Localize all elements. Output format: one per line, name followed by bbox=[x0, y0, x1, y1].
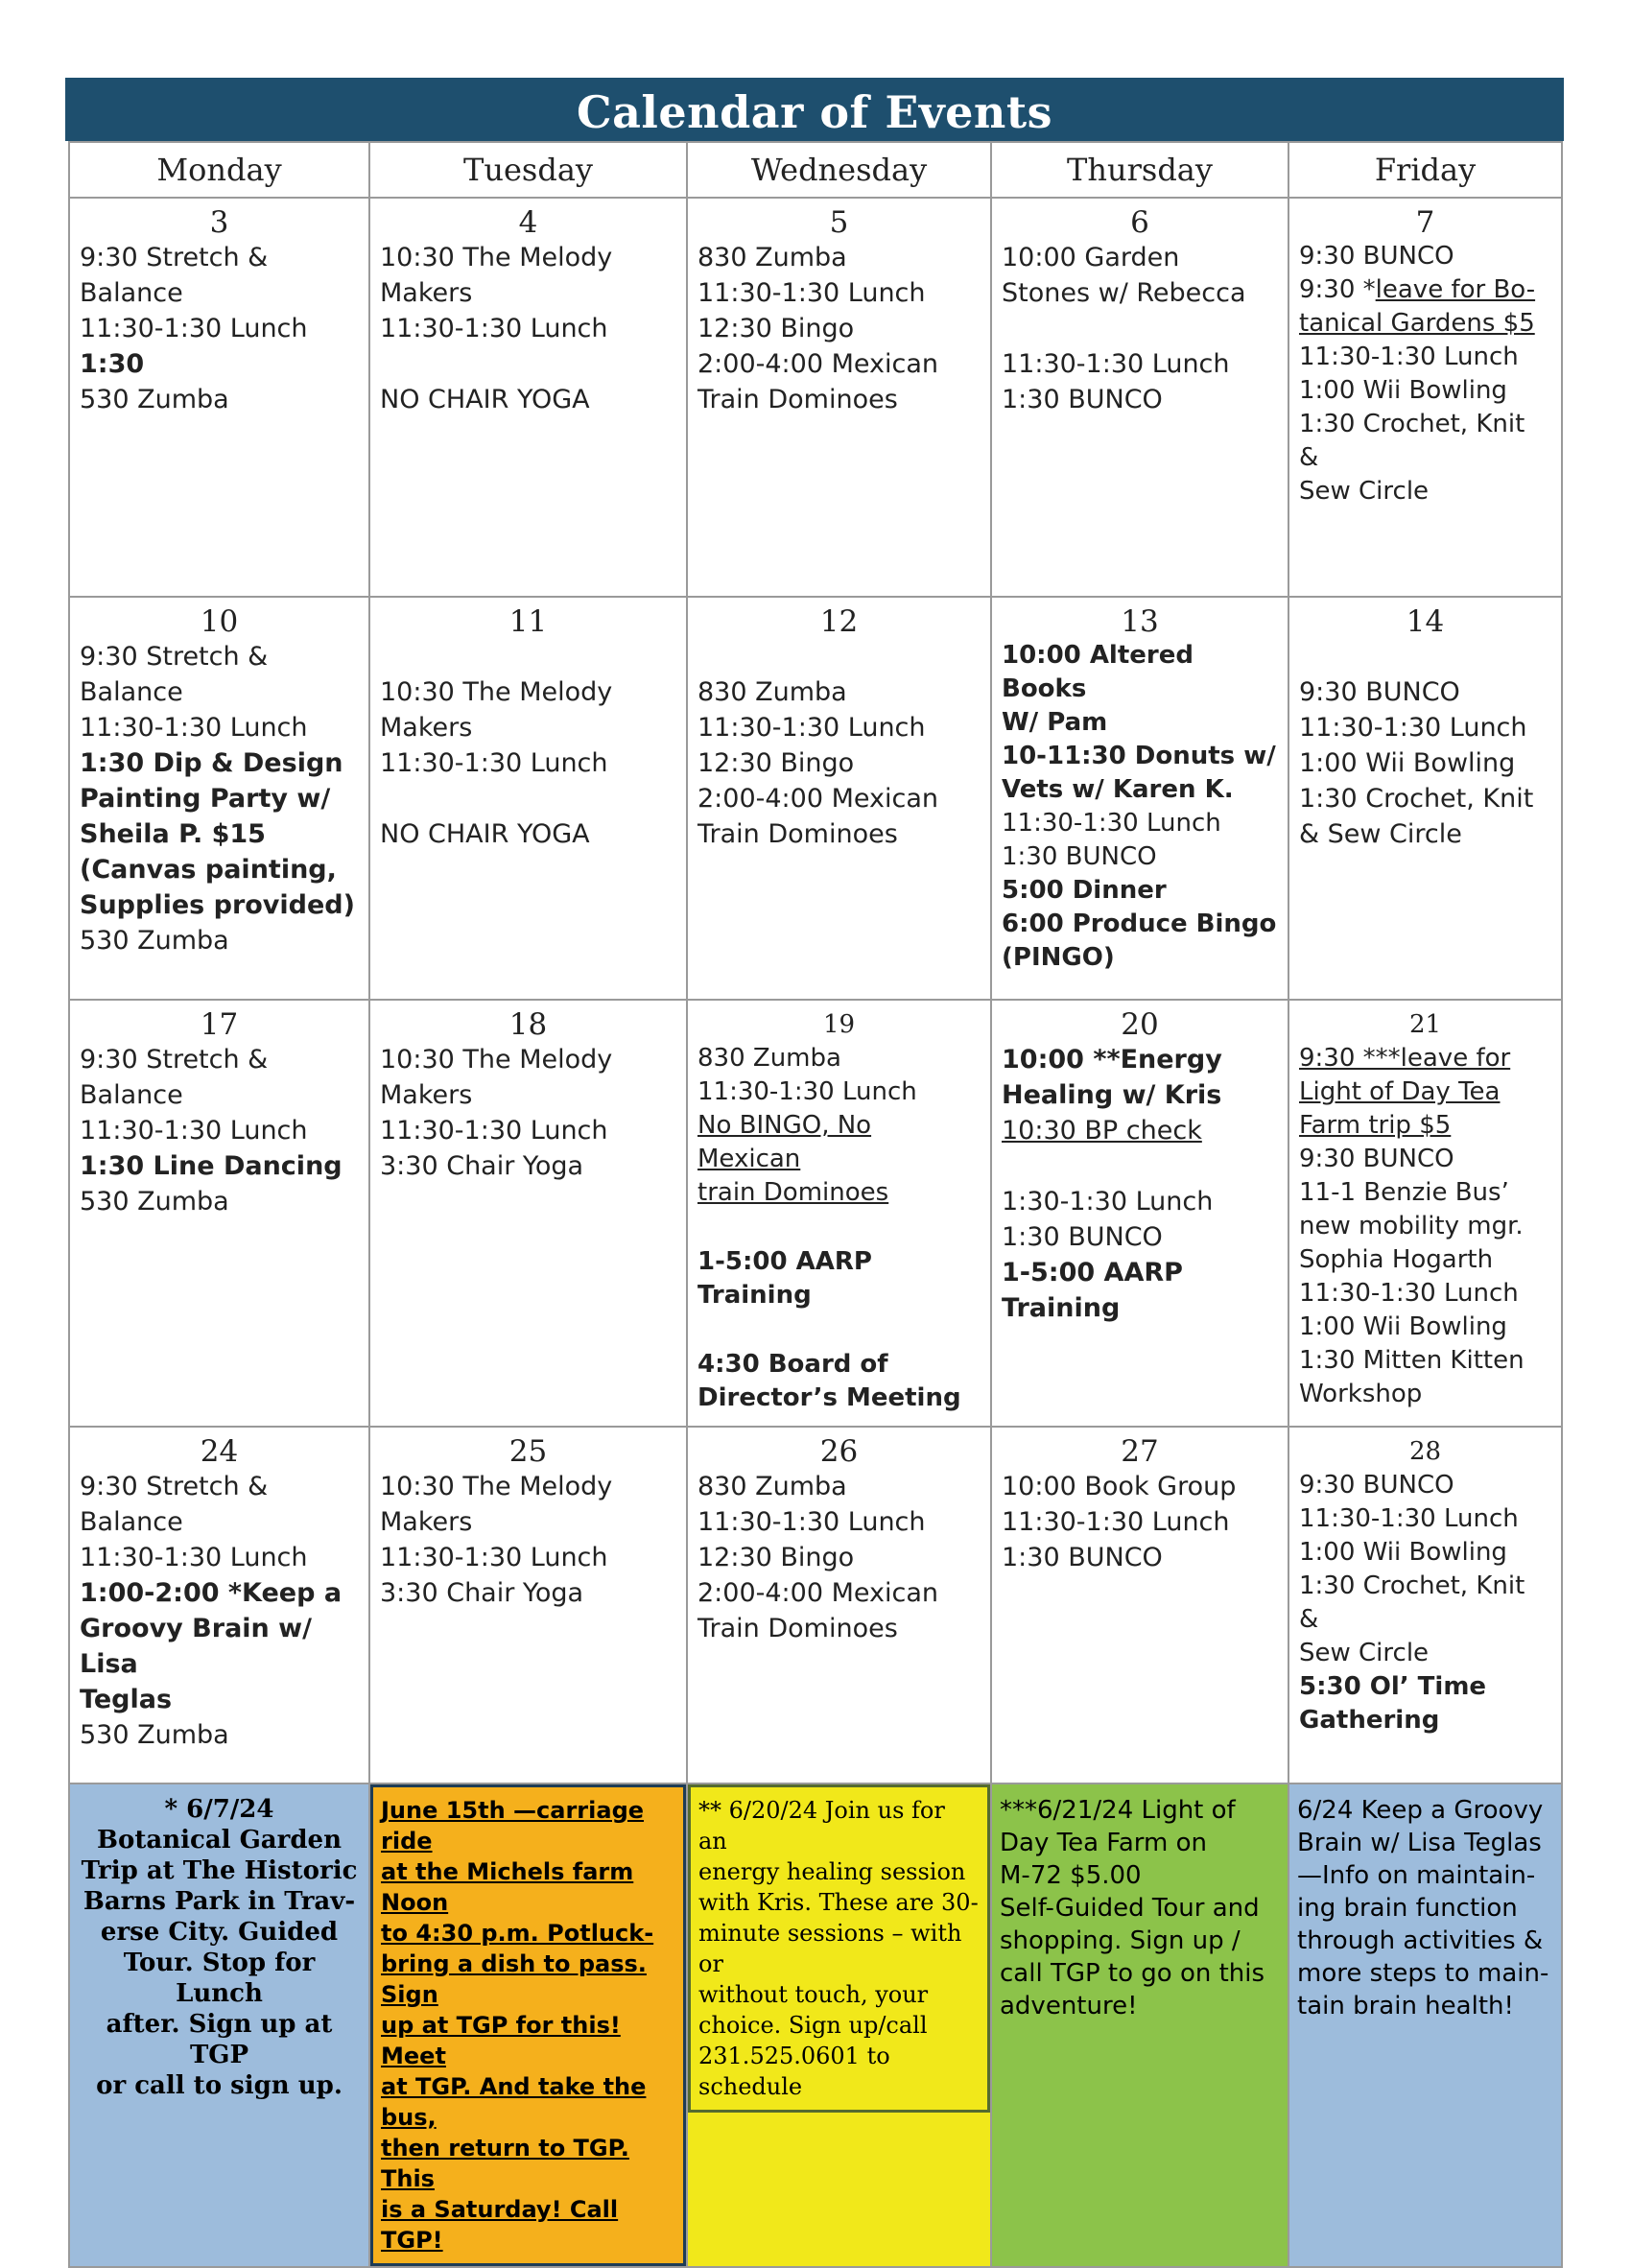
day-cell-monday bbox=[69, 597, 369, 1000]
event-line: 11:30-1:30 Lunch bbox=[1002, 1507, 1230, 1537]
event-line: tanical Gardens $5 bbox=[1299, 309, 1535, 338]
note-line: June 15th —carriage ride bbox=[381, 1797, 645, 1855]
note-line: adventure! bbox=[1000, 1992, 1138, 2020]
note-line: with Kris. These are 30- bbox=[698, 1889, 979, 1916]
line-spacer bbox=[1002, 1148, 1278, 1184]
note-line: erse City. Guided bbox=[100, 1918, 339, 1947]
day-number: 26 bbox=[819, 1434, 859, 1469]
event-line: Train Dominoes bbox=[697, 1614, 898, 1643]
note-carriage-ride bbox=[369, 1784, 687, 2267]
event-line: 1:30 BUNCO bbox=[1002, 842, 1157, 871]
day-cell-wednesday bbox=[687, 1427, 991, 1784]
note-line: through activities & bbox=[1297, 1926, 1544, 1955]
event-line: 11:30-1:30 Lunch bbox=[1299, 713, 1527, 743]
day-number: 10 bbox=[200, 604, 239, 639]
event-line: Light of Day Tea bbox=[1299, 1077, 1501, 1106]
event-line: 11:30-1:30 Lunch bbox=[1002, 809, 1221, 838]
event-line: 1:00 Wii Bowling bbox=[1299, 376, 1507, 405]
event-line: 10:00 Book Group bbox=[1002, 1472, 1237, 1501]
week-row bbox=[69, 1427, 1562, 1784]
line-spacer bbox=[1002, 311, 1278, 346]
event-line: & Sew Circle bbox=[1299, 819, 1462, 849]
event-line: 2:00-4:00 Mexican bbox=[697, 784, 939, 814]
event-line: 10:30 The Melody bbox=[380, 1472, 613, 1501]
week-row bbox=[69, 1000, 1562, 1427]
event-line: 1:30 Line Dancing bbox=[80, 1151, 343, 1181]
event-line: 12:30 Bingo bbox=[697, 1543, 855, 1572]
weekday-header-thursday: Thursday bbox=[991, 142, 1288, 198]
note-line: ***6/21/24 Light of bbox=[1000, 1796, 1236, 1825]
event-line: 5:30 Ol’ Time bbox=[1299, 1672, 1487, 1701]
event-line: Groovy Brain w/ Lisa bbox=[80, 1614, 312, 1679]
event-line: Balance bbox=[80, 278, 183, 308]
note-line: —Info on maintain- bbox=[1297, 1861, 1536, 1890]
event-line: 530 Zumba bbox=[80, 385, 229, 414]
day-cell-friday bbox=[1288, 1000, 1562, 1427]
event-line: Vets w/ Karen K. bbox=[1002, 775, 1234, 804]
event-line: 4:30 Board of bbox=[697, 1350, 888, 1379]
day-cell-friday bbox=[1288, 198, 1562, 597]
day-cell-thursday bbox=[991, 597, 1288, 1000]
event-line: Painting Party w/ bbox=[80, 784, 331, 814]
event-line: 12:30 Bingo bbox=[697, 314, 855, 343]
event-line: 11:30-1:30 Lunch bbox=[80, 314, 308, 343]
weekday-header-monday: Monday bbox=[69, 142, 369, 198]
event-line: W/ Pam bbox=[1002, 708, 1108, 737]
event-line: 11:30-1:30 Lunch bbox=[80, 1116, 308, 1146]
note-line: ing brain function bbox=[1297, 1894, 1518, 1923]
day-number: 3 bbox=[209, 205, 229, 240]
event-line-part: leave for Bo- bbox=[1375, 275, 1536, 304]
event-line: NO CHAIR YOGA bbox=[380, 819, 590, 849]
weekday-header-tuesday: Tuesday bbox=[369, 142, 687, 198]
day-number: 21 bbox=[1408, 1010, 1442, 1039]
event-line: 2:00-4:00 Mexican bbox=[697, 349, 939, 379]
day-number: 11 bbox=[508, 604, 548, 639]
day-number: 25 bbox=[508, 1434, 548, 1469]
event-line: 1:30 Dip & Design bbox=[80, 748, 343, 778]
event-line: Balance bbox=[80, 677, 183, 707]
note-line: call TGP to go on this bbox=[1000, 1959, 1265, 1988]
event-line: new mobility mgr. bbox=[1299, 1212, 1524, 1240]
line-spacer bbox=[697, 1312, 981, 1348]
event-line: 10:00 **Energy bbox=[1002, 1045, 1222, 1075]
event-line: 1-5:00 AARP Training bbox=[1002, 1258, 1183, 1323]
note-line: Brain w/ Lisa Teglas bbox=[1297, 1829, 1542, 1857]
event-line: 2:00-4:00 Mexican bbox=[697, 1578, 939, 1608]
event-line: 1:00 Wii Bowling bbox=[1299, 748, 1516, 778]
day-cell-tuesday bbox=[369, 198, 687, 597]
event-line: 9:30 BUNCO bbox=[1299, 677, 1460, 707]
note-energy-healing bbox=[687, 1784, 991, 2267]
event-line: Makers bbox=[380, 1507, 473, 1537]
event-line: 530 Zumba bbox=[80, 1187, 229, 1217]
event-line: 830 Zumba bbox=[697, 1044, 841, 1073]
event-line: No BINGO, No Mexican bbox=[697, 1111, 872, 1173]
event-line: 11:30-1:30 Lunch bbox=[380, 1116, 608, 1146]
event-line: 6:00 Produce Bingo bbox=[1002, 910, 1277, 938]
day-number: 4 bbox=[518, 205, 538, 240]
day-number: 6 bbox=[1130, 205, 1149, 240]
note-line: M-72 $5.00 bbox=[1000, 1861, 1142, 1890]
event-line: 11:30-1:30 Lunch bbox=[1299, 1504, 1519, 1533]
calendar-title: Calendar of Events bbox=[65, 78, 1564, 141]
day-number: 14 bbox=[1406, 604, 1445, 639]
note-line: 6/24 Keep a Groovy bbox=[1297, 1796, 1544, 1825]
note-line: at the Michels farm Noon bbox=[381, 1858, 634, 1916]
event-line: 1:00 Wii Bowling bbox=[1299, 1312, 1507, 1341]
event-line: 1:30 Mitten Kitten bbox=[1299, 1346, 1525, 1375]
event-line: 11:30-1:30 Lunch bbox=[1299, 343, 1519, 371]
day-cell-thursday bbox=[991, 1427, 1288, 1784]
note-line: shopping. Sign up / bbox=[1000, 1926, 1241, 1955]
day-cell-friday bbox=[1288, 597, 1562, 1000]
day-cell-monday bbox=[69, 1000, 369, 1427]
note-line: at TGP. And take the bus, bbox=[381, 2073, 647, 2131]
event-line: 9:30 Stretch & bbox=[80, 1472, 269, 1501]
event-line: 1:30 Crochet, Knit bbox=[1299, 784, 1534, 814]
weekday-header-friday: Friday bbox=[1288, 142, 1562, 198]
event-line: 11:30-1:30 Lunch bbox=[697, 713, 926, 743]
event-line: 11-1 Benzie Bus’ bbox=[1299, 1178, 1509, 1207]
event-line: Makers bbox=[380, 278, 473, 308]
event-line: Director’s Meeting bbox=[697, 1383, 961, 1412]
weekday-header-wednesday: Wednesday bbox=[687, 142, 991, 198]
calendar-table bbox=[68, 141, 1563, 2268]
day-number: 13 bbox=[1121, 604, 1159, 639]
event-line: 11:30-1:30 Lunch bbox=[80, 713, 308, 743]
note-line: to 4:30 p.m. Potluck- bbox=[381, 1920, 654, 1947]
note-groovy-brain bbox=[1288, 1784, 1562, 2267]
notes-row bbox=[69, 1784, 1562, 2267]
event-line: Sew Circle bbox=[1299, 1639, 1430, 1667]
day-number: 20 bbox=[1121, 1007, 1159, 1042]
note-line: Botanical Garden bbox=[97, 1826, 342, 1855]
event-line: 830 Zumba bbox=[697, 677, 847, 707]
event-line: 10:00 Garden bbox=[1002, 243, 1180, 272]
note-line: ** 6/20/24 Join us for an bbox=[698, 1797, 945, 1855]
event-line: 10:30 The Melody bbox=[380, 1045, 613, 1075]
calendar-body bbox=[69, 198, 1562, 1784]
day-cell-monday bbox=[69, 1427, 369, 1784]
note-line: after. Sign up at TGP bbox=[106, 2010, 333, 2069]
note-line: Self-Guided Tour and bbox=[1000, 1894, 1260, 1923]
note-line: Trip at The Historic bbox=[81, 1856, 358, 1885]
event-line: Stones w/ Rebecca bbox=[1002, 278, 1246, 308]
event-line: 1:30 Crochet, Knit & bbox=[1299, 1571, 1525, 1634]
event-line-part: 9:30 * bbox=[1299, 275, 1376, 304]
event-line: 5:00 Dinner bbox=[1002, 876, 1167, 905]
event-line: Balance bbox=[80, 1080, 183, 1110]
event-line: 11:30-1:30 Lunch bbox=[697, 278, 926, 308]
event-line: Workshop bbox=[1299, 1380, 1423, 1408]
event-line: Gathering bbox=[1299, 1706, 1440, 1735]
note-line: up at TGP for this! Meet bbox=[381, 2012, 621, 2069]
event-line: Sophia Hogarth bbox=[1299, 1245, 1494, 1274]
event-line: 11:30-1:30 Lunch bbox=[697, 1077, 917, 1106]
note-line: without touch, your bbox=[698, 1981, 929, 2008]
day-number: 24 bbox=[200, 1434, 239, 1469]
event-line: 1:30 bbox=[80, 349, 145, 379]
event-line: Sew Circle bbox=[1299, 477, 1430, 506]
note-line: tain brain health! bbox=[1297, 1992, 1514, 2020]
note-line: Barns Park in Trav- bbox=[83, 1887, 356, 1916]
event-line: 10:00 Altered Books bbox=[1002, 641, 1194, 703]
day-number: 12 bbox=[819, 604, 859, 639]
line-spacer bbox=[697, 1210, 981, 1245]
note-line: Tour. Stop for Lunch bbox=[123, 1949, 316, 2008]
event-line: 3:30 Chair Yoga bbox=[380, 1578, 584, 1608]
note-line: choice. Sign up/call bbox=[698, 2012, 928, 2039]
event-line: 530 Zumba bbox=[80, 1720, 229, 1750]
event-line: 9:30 BUNCO bbox=[1299, 1145, 1454, 1173]
event-line: 11:30-1:30 Lunch bbox=[380, 748, 608, 778]
day-number: 28 bbox=[1408, 1437, 1442, 1466]
line-spacer bbox=[380, 781, 676, 816]
note-line: 231.525.0601 to schedule bbox=[698, 2043, 890, 2100]
event-line: Train Dominoes bbox=[697, 819, 898, 849]
note-line: then return to TGP. This bbox=[381, 2135, 629, 2192]
note-line: energy healing session bbox=[698, 1858, 966, 1885]
event-line bbox=[1299, 273, 1551, 307]
event-line: 3:30 Chair Yoga bbox=[380, 1151, 584, 1181]
event-line: 9:30 BUNCO bbox=[1299, 1471, 1454, 1500]
weekday-header-row bbox=[69, 142, 1562, 198]
note-line: * 6/7/24 bbox=[164, 1795, 274, 1824]
event-line: Supplies provided) bbox=[80, 890, 355, 920]
event-line: NO CHAIR YOGA bbox=[380, 385, 590, 414]
day-cell-wednesday bbox=[687, 198, 991, 597]
event-line: 1:30 BUNCO bbox=[1002, 1543, 1163, 1572]
event-line: 11:30-1:30 Lunch bbox=[80, 1543, 308, 1572]
event-line: 11:30-1:30 Lunch bbox=[1299, 1279, 1519, 1308]
line-spacer bbox=[697, 639, 981, 674]
line-spacer bbox=[380, 639, 676, 674]
event-line: Balance bbox=[80, 1507, 183, 1537]
event-line: 1:30 Crochet, Knit & bbox=[1299, 410, 1525, 472]
note-line: minute sessions – with or bbox=[698, 1920, 962, 1977]
event-line: 10:30 The Melody bbox=[380, 243, 613, 272]
event-line: 10:30 BP check bbox=[1002, 1116, 1202, 1146]
day-number: 27 bbox=[1121, 1434, 1159, 1469]
event-line: 830 Zumba bbox=[697, 1472, 847, 1501]
event-line: Makers bbox=[380, 713, 473, 743]
event-line: 9:30 Stretch & bbox=[80, 1045, 269, 1075]
note-line: or call to sign up. bbox=[96, 2071, 343, 2100]
day-cell-friday bbox=[1288, 1427, 1562, 1784]
event-line: (PINGO) bbox=[1002, 943, 1115, 972]
day-cell-thursday bbox=[991, 198, 1288, 597]
note-line: is a Saturday! Call TGP! bbox=[381, 2196, 619, 2254]
event-line: 9:30 Stretch & bbox=[80, 642, 269, 672]
event-line: Teglas bbox=[80, 1685, 173, 1714]
day-cell-monday bbox=[69, 198, 369, 597]
day-number: 5 bbox=[829, 205, 849, 240]
line-spacer bbox=[1299, 639, 1551, 674]
event-line: 1:00 Wii Bowling bbox=[1299, 1538, 1507, 1567]
note-line: Day Tea Farm on bbox=[1000, 1829, 1207, 1857]
day-number: 18 bbox=[508, 1007, 548, 1042]
event-line: 10:30 The Melody bbox=[380, 677, 613, 707]
event-line: Sheila P. $15 bbox=[80, 819, 266, 849]
week-row bbox=[69, 198, 1562, 597]
event-line: 1:30 BUNCO bbox=[1002, 1222, 1163, 1252]
note-botanical-garden bbox=[69, 1784, 369, 2267]
event-line: Healing w/ Kris bbox=[1002, 1080, 1222, 1110]
day-number: 7 bbox=[1415, 205, 1435, 240]
event-line: Makers bbox=[380, 1080, 473, 1110]
event-line: 530 Zumba bbox=[80, 926, 229, 956]
event-line: 11:30-1:30 Lunch bbox=[697, 1507, 926, 1537]
event-line: 830 Zumba bbox=[697, 243, 847, 272]
event-line: 9:30 Stretch & bbox=[80, 243, 269, 272]
event-line: 1:30-1:30 Lunch bbox=[1002, 1187, 1214, 1217]
event-line: 1:30 BUNCO bbox=[1002, 385, 1163, 414]
day-cell-tuesday bbox=[369, 1000, 687, 1427]
day-cell-thursday bbox=[991, 1000, 1288, 1427]
event-line: 11:30-1:30 Lunch bbox=[380, 1543, 608, 1572]
event-line: 12:30 Bingo bbox=[697, 748, 855, 778]
day-number: 19 bbox=[822, 1010, 856, 1039]
event-line: train Dominoes bbox=[697, 1178, 889, 1207]
day-cell-tuesday bbox=[369, 597, 687, 1000]
event-line: 9:30 BUNCO bbox=[1299, 242, 1454, 271]
event-line: Train Dominoes bbox=[697, 385, 898, 414]
event-line: 1:00-2:00 *Keep a bbox=[80, 1578, 343, 1608]
event-line: (Canvas painting, bbox=[80, 855, 337, 885]
day-cell-wednesday bbox=[687, 597, 991, 1000]
event-line: 10-11:30 Donuts w/ bbox=[1002, 742, 1276, 770]
note-tea-farm bbox=[991, 1784, 1288, 2267]
event-line: 1-5:00 AARP Training bbox=[697, 1247, 872, 1310]
day-cell-tuesday bbox=[369, 1427, 687, 1784]
note-line: more steps to main- bbox=[1297, 1959, 1549, 1988]
day-number: 17 bbox=[200, 1007, 239, 1042]
event-line: 9:30 ***leave for bbox=[1299, 1044, 1511, 1073]
line-spacer bbox=[380, 346, 676, 382]
event-line: 11:30-1:30 Lunch bbox=[380, 314, 608, 343]
event-line: Farm trip $5 bbox=[1299, 1111, 1452, 1140]
day-cell-wednesday bbox=[687, 1000, 991, 1427]
note-line: bring a dish to pass. Sign bbox=[381, 1950, 647, 2008]
week-row bbox=[69, 597, 1562, 1000]
event-line: 11:30-1:30 Lunch bbox=[1002, 349, 1230, 379]
